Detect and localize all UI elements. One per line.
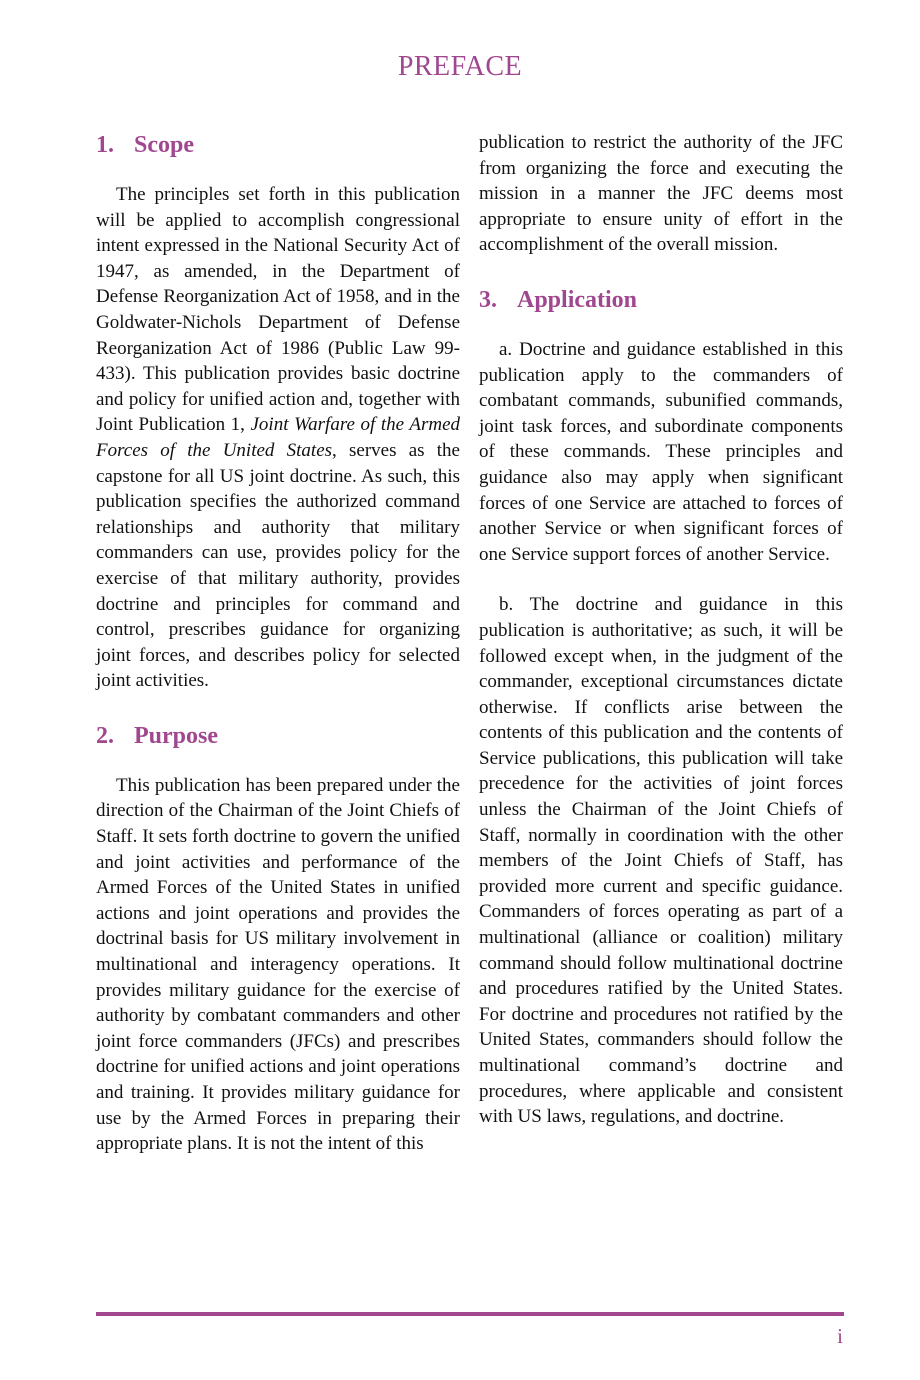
scope-text-a: The principles set forth in this publication will be applied to accomplish congressional intent expressed in the National Security Act of 1947, as amended, in the Department of Defense Reorganization Act of 1958, and in the Goldwater-Nichols Department of Defense Reorganization Act of 1986 (Public Law 99-433). This publication provides basic doctrine and policy for unified action and, together with Joint Publication 1, <box>96 184 460 436</box>
section-heading-application <box>479 285 843 315</box>
application-paragraph-a: a. Doctrine and guidance established in this publication apply to the commanders of combatant commands, subunified commands, joint task forces, and subordinate components of these commands. These principles and guidance also may apply when significant forces of one Service are attached to forces of another Service or when significant forces of one Service support forces of another Service. <box>479 338 843 565</box>
section-number: 3. <box>479 286 497 313</box>
left-column <box>96 130 460 1157</box>
application-paragraph-b: b. The doctrine and guidance in this publication is authoritative; as such, it will be followed except when, in the judgment of the commander, exceptional circumstances dictate otherwise. If conflicts arise between the contents of this publication and the contents of Service publications, this publication will take precedence for the activities of joint forces unless the Chairman of the Joint Chiefs of Staff, normally in coordination with the other members of the Joint Chiefs of Staff, has provided more current and specific guidance. Commanders of forces operating as part of a multinational (alliance or coalition) military command should follow multinational doctrine and procedures ratified by the United States. For doctrine and procedures not ratified by the United States, commanders should follow the multinational command’s doctrine and procedures, where applicable and consistent with US laws, regulations, and doctrine. <box>479 594 843 1128</box>
scope-paragraph <box>96 182 460 694</box>
right-column <box>479 130 843 1130</box>
footer-rule <box>96 1312 844 1316</box>
section-number: 1. <box>96 132 114 158</box>
section-number: 2. <box>96 722 114 749</box>
section-title: Scope <box>134 132 194 158</box>
scope-publication-title: Joint Warfare of the Armed Forces of the United States <box>96 414 461 461</box>
section-title: Application <box>517 286 638 313</box>
page-number: i <box>837 1324 843 1348</box>
section-heading-purpose <box>96 721 460 751</box>
purpose-paragraph: This publication has been prepared under the direction of the Chairman of the Joint Chiefs of Staff. It sets forth doctrine to govern the unified and joint activities and performance of the Armed Forces of the United States in unified actions and joint operations and provides the doctrinal basis for US military involvement in multinational and interagency operations. It provides military guidance for the exercise of authority by combatant commanders and other joint force commanders (JFCs) and prescribes doctrine for unified actions and joint operations and training. It provides military guidance for use by the Armed Forces in preparing their appropriate plans. It is not the intent of this <box>96 774 460 1155</box>
scope-text-b: , serves as the capstone for all US joint doctrine. As such, this publication specifies the authorized command relationships and authority that military commanders can use, provides policy for the exercise of that military authority, provides doctrine and principles for command and control, prescribes guidance for organizing joint forces, and describes policy for selected joint activities. <box>96 439 460 692</box>
section-title: Purpose <box>134 722 218 749</box>
section-heading-scope <box>96 130 460 160</box>
page-title: PREFACE <box>397 51 523 82</box>
purpose-paragraph-continued: publication to restrict the authority of the JFC from organizing the force and executing the mission in a manner the JFC deems most appropriate to ensure unity of effort in the accomplishment of the overall mission. <box>479 132 843 256</box>
